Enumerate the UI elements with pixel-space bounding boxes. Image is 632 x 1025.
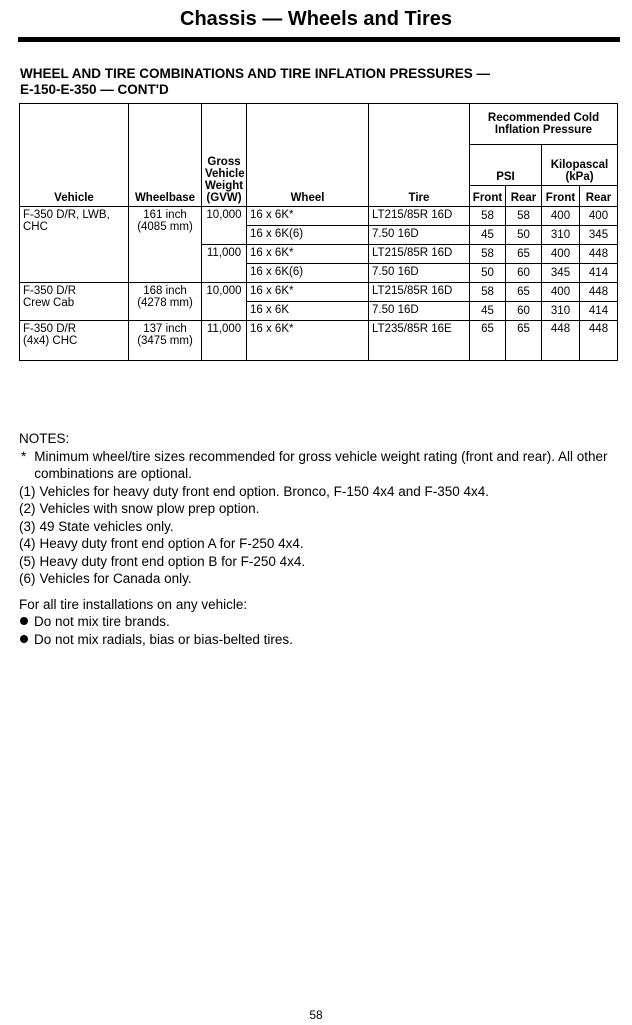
title-rule: [18, 37, 620, 42]
cell-tire: LT215/85R 16D: [369, 283, 470, 302]
header-psi: PSI: [470, 145, 542, 186]
note-item: [19, 448, 619, 483]
wheelbase-line2: (4085 mm): [137, 221, 193, 233]
note-text: Minimum wheel/tire sizes recommended for gross vehicle weight rating (front and rear). All other combinations are optional.: [34, 448, 608, 481]
cell-vehicle: [20, 283, 129, 321]
header-recommended-line2: Inflation Pressure: [494, 124, 593, 136]
wheel-tire-table: [19, 103, 618, 361]
header-gvw-line2: Vehicle: [205, 168, 245, 180]
cell-wheel: 16 x 6K*: [247, 283, 369, 302]
cell-psi-front: 58: [470, 245, 506, 264]
vehicle-line1: F-350 D/R, LWB,: [23, 209, 110, 221]
header-vehicle: Vehicle: [20, 104, 129, 207]
header-wheel: Wheel: [247, 104, 369, 207]
header-kpa-line1: Kilopascal: [550, 159, 609, 171]
cell-psi-rear: 50: [506, 226, 542, 245]
cell-kpa-rear: 448: [580, 321, 618, 361]
cell-kpa-front: 400: [542, 283, 580, 302]
cell-psi-rear: 60: [506, 264, 542, 283]
header-kpa-front: Front: [542, 186, 580, 207]
cell-kpa-front: 345: [542, 264, 580, 283]
note-marker: *: [21, 448, 27, 464]
vehicle-line2: (4x4) CHC: [23, 335, 78, 347]
note-text: Heavy duty front end option B for F-250 4x4.: [39, 553, 306, 569]
cell-kpa-rear: 345: [580, 226, 618, 245]
section-heading-line1: WHEEL AND TIRE COMBINATIONS AND TIRE INFLATION PRESSURES —: [20, 66, 491, 81]
cell-wheel: 16 x 6K(6): [247, 264, 369, 283]
header-recommended-line1: Recommended Cold: [487, 112, 600, 124]
cell-tire: 7.50 16D: [369, 302, 470, 321]
bullet-icon: [20, 617, 28, 625]
header-tire: Tire: [369, 104, 470, 207]
note-item: [19, 518, 619, 536]
bullet-text: Do not mix radials, bias or bias-belted tires.: [34, 631, 293, 647]
cell-psi-rear: 65: [506, 283, 542, 302]
cell-wheelbase: [129, 321, 202, 361]
cell-psi-rear: 60: [506, 302, 542, 321]
cell-tire: 7.50 16D: [369, 226, 470, 245]
cell-kpa-rear: 414: [580, 302, 618, 321]
cell-tire: LT215/85R 16D: [369, 245, 470, 264]
note-item: [19, 535, 619, 553]
header-psi-front: Front: [470, 186, 506, 207]
cell-tire: 7.50 16D: [369, 264, 470, 283]
note-marker: (4): [19, 536, 36, 551]
wheelbase-line2: (3475 mm): [137, 335, 193, 347]
cell-wheel: 16 x 6K: [247, 302, 369, 321]
cell-psi-front: 50: [470, 264, 506, 283]
cell-wheel: 16 x 6K*: [247, 321, 369, 361]
header-kpa-line2: (kPa): [565, 171, 594, 183]
note-item: [19, 500, 619, 518]
cell-kpa-front: 400: [542, 207, 580, 226]
cell-psi-rear: 58: [506, 207, 542, 226]
note-text: Heavy duty front end option A for F-250 4x4.: [39, 536, 304, 551]
cell-vehicle: [20, 207, 129, 283]
table-row: [20, 321, 618, 361]
note-text: Vehicles for Canada only.: [39, 571, 192, 586]
wheelbase-line2: (4278 mm): [137, 297, 193, 309]
note-item: [19, 553, 619, 571]
bullet-item: [19, 631, 619, 649]
wheelbase-line1: 137 inch: [143, 323, 187, 335]
header-gvw-line4: (GVW): [206, 192, 242, 204]
cell-tire: LT235/85R 16E: [369, 321, 470, 361]
note-text: Vehicles with snow plow prep option.: [39, 501, 260, 516]
cell-psi-front: 65: [470, 321, 506, 361]
bullet-text: Do not mix tire brands.: [34, 614, 170, 629]
section-heading: [20, 66, 610, 98]
cell-wheel: 16 x 6K(6): [247, 226, 369, 245]
notes-heading: NOTES:: [19, 431, 70, 446]
cell-vehicle: [20, 321, 129, 361]
cell-kpa-rear: 448: [580, 245, 618, 264]
cell-kpa-rear: 400: [580, 207, 618, 226]
note-marker: (5): [19, 553, 36, 569]
notes-section: [19, 430, 619, 648]
cell-wheel: 16 x 6K*: [247, 245, 369, 264]
bullet-icon: [20, 635, 28, 643]
cell-gvw: 10,000: [202, 283, 247, 321]
vehicle-line1: F-350 D/R: [23, 323, 77, 335]
header-gvw-line3: Weight: [205, 180, 244, 192]
header-recommended: [470, 104, 618, 145]
note-marker: (1): [19, 483, 36, 499]
installation-intro: For all tire installations on any vehicle:: [19, 596, 248, 612]
cell-wheel: 16 x 6K*: [247, 207, 369, 226]
cell-psi-front: 45: [470, 302, 506, 321]
cell-kpa-front: 400: [542, 245, 580, 264]
table-row: [20, 283, 618, 302]
cell-psi-rear: 65: [506, 245, 542, 264]
vehicle-line2: CHC: [23, 221, 48, 233]
note-text: Vehicles for heavy duty front end option. Bronco, F-150 4x4 and F-350 4x4.: [39, 483, 490, 499]
cell-gvw: 11,000: [202, 245, 247, 283]
cell-gvw: 10,000: [202, 207, 247, 245]
cell-psi-front: 45: [470, 226, 506, 245]
section-heading-line2: E-150-E-350 — CONT'D: [20, 82, 169, 97]
bullet-item: [19, 613, 619, 631]
header-gvw-line1: Gross: [207, 156, 241, 168]
note-item: [19, 570, 619, 588]
note-marker: (3): [19, 518, 36, 534]
cell-kpa-front: 310: [542, 226, 580, 245]
vehicle-line2: Crew Cab: [23, 297, 75, 309]
cell-wheelbase: [129, 283, 202, 321]
page-title: Chassis — Wheels and Tires: [180, 8, 452, 30]
wheelbase-line1: 161 inch: [143, 209, 187, 221]
vehicle-line1: F-350 D/R: [23, 285, 77, 297]
note-item: [19, 483, 619, 501]
table-row: [20, 207, 618, 226]
cell-tire: LT215/85R 16D: [369, 207, 470, 226]
cell-psi-rear: 65: [506, 321, 542, 361]
cell-kpa-front: 448: [542, 321, 580, 361]
note-marker: (6): [19, 571, 36, 586]
cell-wheelbase: [129, 207, 202, 283]
header-kpa: [542, 145, 618, 186]
cell-kpa-rear: 414: [580, 264, 618, 283]
cell-kpa-rear: 448: [580, 283, 618, 302]
page-number: 58: [309, 1008, 323, 1022]
cell-psi-front: 58: [470, 283, 506, 302]
header-wheelbase: Wheelbase: [129, 104, 202, 207]
cell-kpa-front: 310: [542, 302, 580, 321]
header-gvw: [202, 104, 247, 207]
cell-gvw: 11,000: [202, 321, 247, 361]
wheelbase-line1: 168 inch: [143, 285, 187, 297]
note-marker: (2): [19, 501, 36, 516]
header-psi-rear: Rear: [506, 186, 542, 207]
header-kpa-rear: Rear: [580, 186, 618, 207]
cell-psi-front: 58: [470, 207, 506, 226]
note-text: 49 State vehicles only.: [39, 518, 174, 534]
